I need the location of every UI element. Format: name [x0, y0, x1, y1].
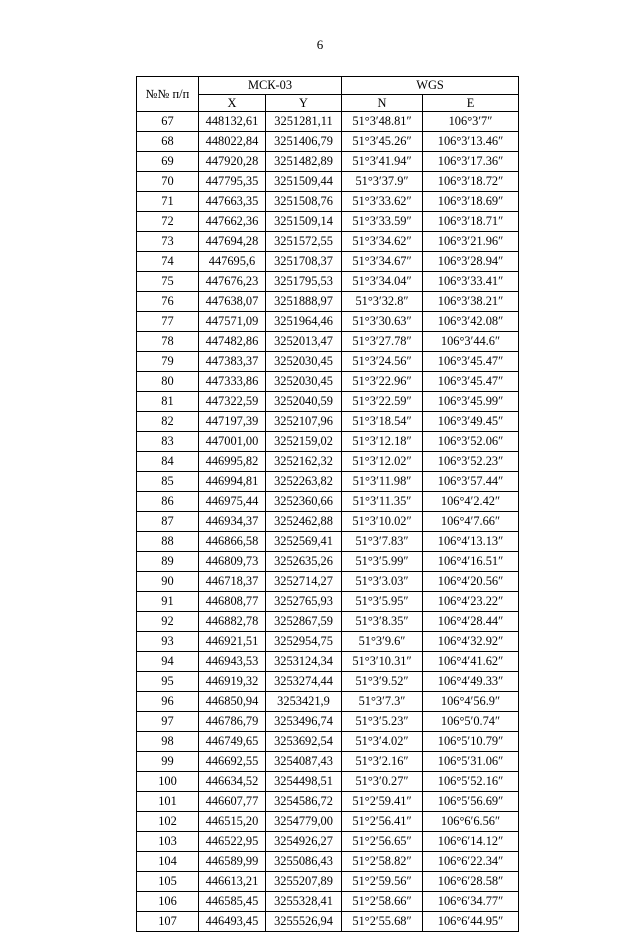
point-number-cell: 95: [137, 672, 199, 692]
table-row: [137, 452, 519, 472]
e-cell: 106°3′45.47″: [423, 372, 519, 392]
n-cell: 51°3′27.78″: [342, 332, 423, 352]
y-cell: 3254779,00: [266, 812, 342, 832]
y-cell: 3253274,44: [266, 672, 342, 692]
y-cell: 3251406,79: [266, 132, 342, 152]
n-cell: 51°3′7.3″: [342, 692, 423, 712]
n-cell: 51°2′58.82″: [342, 852, 423, 872]
header-y: Y: [266, 95, 342, 112]
e-cell: 106°5′10.79″: [423, 732, 519, 752]
table-row: [137, 552, 519, 572]
table-row: [137, 672, 519, 692]
table-row: [137, 752, 519, 772]
x-cell: 446749,65: [199, 732, 266, 752]
x-cell: 446613,21: [199, 872, 266, 892]
point-number-cell: 92: [137, 612, 199, 632]
point-number-cell: 85: [137, 472, 199, 492]
y-cell: 3252867,59: [266, 612, 342, 632]
y-cell: 3254087,43: [266, 752, 342, 772]
y-cell: 3251509,14: [266, 212, 342, 232]
table-row: [137, 272, 519, 292]
table-row: [137, 852, 519, 872]
n-cell: 51°3′22.59″: [342, 392, 423, 412]
point-number-cell: 78: [137, 332, 199, 352]
table-row: [137, 152, 519, 172]
point-number-cell: 75: [137, 272, 199, 292]
x-cell: 446809,73: [199, 552, 266, 572]
n-cell: 51°3′11.98″: [342, 472, 423, 492]
n-cell: 51°3′12.18″: [342, 432, 423, 452]
point-number-cell: 74: [137, 252, 199, 272]
table-row: [137, 912, 519, 932]
point-number-cell: 67: [137, 112, 199, 132]
e-cell: 106°5′56.69″: [423, 792, 519, 812]
x-cell: 448022,84: [199, 132, 266, 152]
n-cell: 51°2′58.66″: [342, 892, 423, 912]
x-cell: 446585,45: [199, 892, 266, 912]
y-cell: 3252765,93: [266, 592, 342, 612]
n-cell: 51°3′9.52″: [342, 672, 423, 692]
y-cell: 3254586,72: [266, 792, 342, 812]
table-row: [137, 112, 519, 132]
y-cell: 3251508,76: [266, 192, 342, 212]
y-cell: 3255526,94: [266, 912, 342, 932]
coordinates-table: [136, 76, 519, 932]
n-cell: 51°3′34.62″: [342, 232, 423, 252]
table-row: [137, 812, 519, 832]
x-cell: 448132,61: [199, 112, 266, 132]
e-cell: 106°3′18.69″: [423, 192, 519, 212]
e-cell: 106°6′14.12″: [423, 832, 519, 852]
x-cell: 447322,59: [199, 392, 266, 412]
header-x: X: [199, 95, 266, 112]
n-cell: 51°3′24.56″: [342, 352, 423, 372]
table-row: [137, 572, 519, 592]
point-number-cell: 83: [137, 432, 199, 452]
y-cell: 3252635,26: [266, 552, 342, 572]
y-cell: 3254498,51: [266, 772, 342, 792]
point-number-cell: 77: [137, 312, 199, 332]
table-row: [137, 632, 519, 652]
table-row: [137, 712, 519, 732]
table-row: [137, 192, 519, 212]
y-cell: 3252360,66: [266, 492, 342, 512]
y-cell: 3252040,59: [266, 392, 342, 412]
y-cell: 3252569,41: [266, 532, 342, 552]
x-cell: 447676,23: [199, 272, 266, 292]
table-row: [137, 412, 519, 432]
x-cell: 446522,95: [199, 832, 266, 852]
x-cell: 446919,32: [199, 672, 266, 692]
n-cell: 51°3′7.83″: [342, 532, 423, 552]
n-cell: 51°3′2.16″: [342, 752, 423, 772]
point-number-cell: 105: [137, 872, 199, 892]
x-cell: 447662,36: [199, 212, 266, 232]
table-row: [137, 592, 519, 612]
point-number-cell: 88: [137, 532, 199, 552]
point-number-cell: 100: [137, 772, 199, 792]
y-cell: 3252159,02: [266, 432, 342, 452]
e-cell: 106°3′33.41″: [423, 272, 519, 292]
e-cell: 106°5′0.74″: [423, 712, 519, 732]
point-number-cell: 86: [137, 492, 199, 512]
e-cell: 106°5′31.06″: [423, 752, 519, 772]
n-cell: 51°3′48.81″: [342, 112, 423, 132]
n-cell: 51°3′34.04″: [342, 272, 423, 292]
y-cell: 3251708,37: [266, 252, 342, 272]
e-cell: 106°3′7″: [423, 112, 519, 132]
e-cell: 106°4′16.51″: [423, 552, 519, 572]
y-cell: 3255207,89: [266, 872, 342, 892]
point-number-cell: 72: [137, 212, 199, 232]
n-cell: 51°3′5.23″: [342, 712, 423, 732]
e-cell: 106°3′45.47″: [423, 352, 519, 372]
n-cell: 51°2′56.65″: [342, 832, 423, 852]
table-row: [137, 512, 519, 532]
n-cell: 51°3′0.27″: [342, 772, 423, 792]
e-cell: 106°4′28.44″: [423, 612, 519, 632]
n-cell: 51°2′59.41″: [342, 792, 423, 812]
y-cell: 3251509,44: [266, 172, 342, 192]
point-number-cell: 98: [137, 732, 199, 752]
point-number-cell: 103: [137, 832, 199, 852]
e-cell: 106°4′49.33″: [423, 672, 519, 692]
n-cell: 51°3′10.31″: [342, 652, 423, 672]
n-cell: 51°3′33.59″: [342, 212, 423, 232]
x-cell: 446866,58: [199, 532, 266, 552]
e-cell: 106°6′34.77″: [423, 892, 519, 912]
e-cell: 106°3′28.94″: [423, 252, 519, 272]
table-row: [137, 312, 519, 332]
e-cell: 106°4′32.92″: [423, 632, 519, 652]
n-cell: 51°3′41.94″: [342, 152, 423, 172]
y-cell: 3252714,27: [266, 572, 342, 592]
point-number-cell: 102: [137, 812, 199, 832]
table-row: [137, 372, 519, 392]
point-number-cell: 87: [137, 512, 199, 532]
n-cell: 51°3′33.62″: [342, 192, 423, 212]
y-cell: 3251281,11: [266, 112, 342, 132]
table-row: [137, 132, 519, 152]
y-cell: 3252013,47: [266, 332, 342, 352]
n-cell: 51°3′8.35″: [342, 612, 423, 632]
x-cell: 446607,77: [199, 792, 266, 812]
point-number-cell: 96: [137, 692, 199, 712]
e-cell: 106°6′6.56″: [423, 812, 519, 832]
x-cell: 446995,82: [199, 452, 266, 472]
table-row: [137, 612, 519, 632]
y-cell: 3255328,41: [266, 892, 342, 912]
n-cell: 51°3′4.02″: [342, 732, 423, 752]
y-cell: 3251482,89: [266, 152, 342, 172]
table-row: [137, 392, 519, 412]
point-number-cell: 107: [137, 912, 199, 932]
y-cell: 3253421,9: [266, 692, 342, 712]
y-cell: 3252107,96: [266, 412, 342, 432]
n-cell: 51°3′45.26″: [342, 132, 423, 152]
table-row: [137, 432, 519, 452]
e-cell: 106°4′56.9″: [423, 692, 519, 712]
point-number-cell: 97: [137, 712, 199, 732]
n-cell: 51°3′34.67″: [342, 252, 423, 272]
e-cell: 106°3′49.45″: [423, 412, 519, 432]
point-number-cell: 99: [137, 752, 199, 772]
n-cell: 51°3′22.96″: [342, 372, 423, 392]
point-number-cell: 93: [137, 632, 199, 652]
e-cell: 106°6′44.95″: [423, 912, 519, 932]
point-number-cell: 68: [137, 132, 199, 152]
n-cell: 51°3′3.03″: [342, 572, 423, 592]
x-cell: 446850,94: [199, 692, 266, 712]
table-row: [137, 172, 519, 192]
table-row: [137, 732, 519, 752]
n-cell: 51°3′12.02″: [342, 452, 423, 472]
n-cell: 51°2′56.41″: [342, 812, 423, 832]
y-cell: 3252954,75: [266, 632, 342, 652]
n-cell: 51°3′11.35″: [342, 492, 423, 512]
n-cell: 51°3′5.99″: [342, 552, 423, 572]
x-cell: 447001,00: [199, 432, 266, 452]
x-cell: 447333,86: [199, 372, 266, 392]
e-cell: 106°4′7.66″: [423, 512, 519, 532]
n-cell: 51°3′10.02″: [342, 512, 423, 532]
table-row: [137, 292, 519, 312]
table-row: [137, 332, 519, 352]
header-msk03: МСК-03: [199, 77, 342, 95]
table-row: [137, 532, 519, 552]
x-cell: 447482,86: [199, 332, 266, 352]
n-cell: 51°3′5.95″: [342, 592, 423, 612]
y-cell: 3252030,45: [266, 352, 342, 372]
y-cell: 3251964,46: [266, 312, 342, 332]
e-cell: 106°3′52.06″: [423, 432, 519, 452]
point-number-cell: 90: [137, 572, 199, 592]
point-number-cell: 81: [137, 392, 199, 412]
x-cell: 446943,53: [199, 652, 266, 672]
table-row: [137, 792, 519, 812]
table-header: [137, 77, 519, 112]
y-cell: 3254926,27: [266, 832, 342, 852]
e-cell: 106°3′18.71″: [423, 212, 519, 232]
table-row: [137, 472, 519, 492]
n-cell: 51°2′55.68″: [342, 912, 423, 932]
page-number: 6: [316, 37, 324, 52]
y-cell: 3252030,45: [266, 372, 342, 392]
table-row: [137, 892, 519, 912]
e-cell: 106°3′57.44″: [423, 472, 519, 492]
point-number-cell: 94: [137, 652, 199, 672]
header-number: №№ п/п: [137, 77, 199, 112]
y-cell: 3251795,53: [266, 272, 342, 292]
table-row: [137, 492, 519, 512]
e-cell: 106°3′38.21″: [423, 292, 519, 312]
x-cell: 446589,99: [199, 852, 266, 872]
e-cell: 106°4′41.62″: [423, 652, 519, 672]
x-cell: 446515,20: [199, 812, 266, 832]
x-cell: 446921,51: [199, 632, 266, 652]
table-row: [137, 692, 519, 712]
table-row: [137, 352, 519, 372]
point-number-cell: 80: [137, 372, 199, 392]
header-wgs: WGS: [342, 77, 519, 95]
point-number-cell: 73: [137, 232, 199, 252]
e-cell: 106°3′52.23″: [423, 452, 519, 472]
y-cell: 3252162,32: [266, 452, 342, 472]
header-n: N: [342, 95, 423, 112]
x-cell: 446786,79: [199, 712, 266, 732]
table-row: [137, 232, 519, 252]
table-body: [137, 112, 519, 932]
point-number-cell: 71: [137, 192, 199, 212]
x-cell: 447638,07: [199, 292, 266, 312]
n-cell: 51°2′59.56″: [342, 872, 423, 892]
table-row: [137, 212, 519, 232]
x-cell: 447920,28: [199, 152, 266, 172]
y-cell: 3252263,82: [266, 472, 342, 492]
e-cell: 106°6′28.58″: [423, 872, 519, 892]
n-cell: 51°3′32.8″: [342, 292, 423, 312]
x-cell: 447197,39: [199, 412, 266, 432]
e-cell: 106°3′44.6″: [423, 332, 519, 352]
point-number-cell: 106: [137, 892, 199, 912]
x-cell: 447383,37: [199, 352, 266, 372]
x-cell: 446692,55: [199, 752, 266, 772]
x-cell: 446882,78: [199, 612, 266, 632]
e-cell: 106°3′42.08″: [423, 312, 519, 332]
y-cell: 3251572,55: [266, 232, 342, 252]
e-cell: 106°5′52.16″: [423, 772, 519, 792]
x-cell: 446718,37: [199, 572, 266, 592]
e-cell: 106°4′13.13″: [423, 532, 519, 552]
x-cell: 446975,44: [199, 492, 266, 512]
x-cell: 447571,09: [199, 312, 266, 332]
n-cell: 51°3′30.63″: [342, 312, 423, 332]
e-cell: 106°4′23.22″: [423, 592, 519, 612]
point-number-cell: 76: [137, 292, 199, 312]
point-number-cell: 84: [137, 452, 199, 472]
y-cell: 3255086,43: [266, 852, 342, 872]
table-row: [137, 872, 519, 892]
x-cell: 446934,37: [199, 512, 266, 532]
x-cell: 446493,45: [199, 912, 266, 932]
point-number-cell: 70: [137, 172, 199, 192]
n-cell: 51°3′18.54″: [342, 412, 423, 432]
y-cell: 3251888,97: [266, 292, 342, 312]
x-cell: 446808,77: [199, 592, 266, 612]
table-row: [137, 832, 519, 852]
y-cell: 3252462,88: [266, 512, 342, 532]
n-cell: 51°3′9.6″: [342, 632, 423, 652]
y-cell: 3253124,34: [266, 652, 342, 672]
x-cell: 447695,6: [199, 252, 266, 272]
e-cell: 106°3′17.36″: [423, 152, 519, 172]
header-e: E: [423, 95, 519, 112]
point-number-cell: 69: [137, 152, 199, 172]
e-cell: 106°6′22.34″: [423, 852, 519, 872]
point-number-cell: 82: [137, 412, 199, 432]
x-cell: 447663,35: [199, 192, 266, 212]
point-number-cell: 79: [137, 352, 199, 372]
n-cell: 51°3′37.9″: [342, 172, 423, 192]
e-cell: 106°4′2.42″: [423, 492, 519, 512]
e-cell: 106°3′21.96″: [423, 232, 519, 252]
table-row: [137, 252, 519, 272]
table-row: [137, 652, 519, 672]
x-cell: 446994,81: [199, 472, 266, 492]
x-cell: 447795,35: [199, 172, 266, 192]
table-row: [137, 772, 519, 792]
e-cell: 106°3′45.99″: [423, 392, 519, 412]
point-number-cell: 89: [137, 552, 199, 572]
y-cell: 3253496,74: [266, 712, 342, 732]
x-cell: 447694,28: [199, 232, 266, 252]
x-cell: 446634,52: [199, 772, 266, 792]
e-cell: 106°3′13.46″: [423, 132, 519, 152]
e-cell: 106°3′18.72″: [423, 172, 519, 192]
point-number-cell: 101: [137, 792, 199, 812]
e-cell: 106°4′20.56″: [423, 572, 519, 592]
y-cell: 3253692,54: [266, 732, 342, 752]
point-number-cell: 104: [137, 852, 199, 872]
point-number-cell: 91: [137, 592, 199, 612]
